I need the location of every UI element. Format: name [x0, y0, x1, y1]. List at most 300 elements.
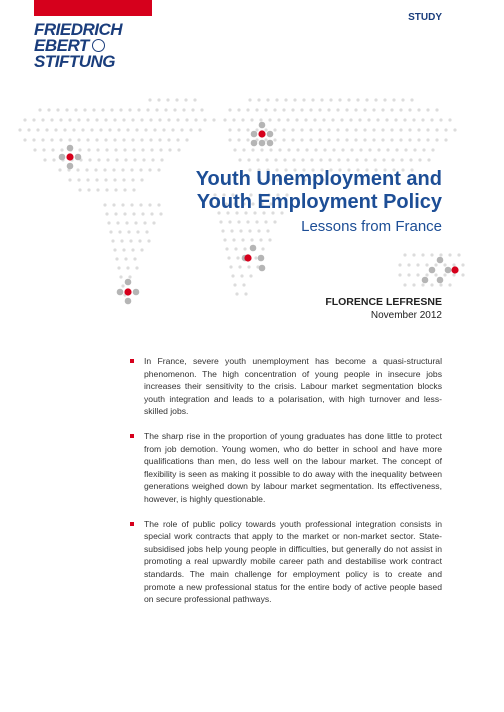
map-dot — [399, 138, 402, 141]
logo-line-2: EBERT — [34, 38, 152, 54]
map-dot — [452, 273, 455, 276]
map-highlight-dot — [267, 140, 274, 147]
map-dot — [246, 128, 249, 131]
map-dot — [152, 221, 155, 224]
map-dot — [268, 238, 271, 241]
map-dot — [124, 257, 127, 260]
map-dot — [227, 256, 230, 259]
map-dot — [372, 128, 375, 131]
map-dot — [237, 108, 240, 111]
map-dot — [435, 128, 438, 131]
map-dot — [336, 138, 339, 141]
map-dot — [448, 118, 451, 121]
map-dot — [273, 138, 276, 141]
map-dot — [390, 108, 393, 111]
map-dot — [372, 108, 375, 111]
map-dot — [359, 148, 362, 151]
map-highlight-dot — [259, 140, 266, 147]
map-dot — [255, 108, 258, 111]
map-dot — [248, 98, 251, 101]
map-dot — [63, 128, 66, 131]
map-dot — [250, 238, 253, 241]
map-accent-dot — [244, 254, 251, 261]
map-dot — [292, 158, 295, 161]
map-dot — [448, 283, 451, 286]
map-dot — [142, 158, 145, 161]
map-dot — [225, 247, 228, 250]
map-highlight-dot — [445, 267, 452, 274]
map-dot — [128, 108, 131, 111]
map-dot — [300, 138, 303, 141]
map-dot — [310, 158, 313, 161]
map-dot — [122, 138, 125, 141]
map-dot — [237, 128, 240, 131]
map-dot — [296, 148, 299, 151]
map-dot — [382, 158, 385, 161]
map-dot — [257, 98, 260, 101]
map-dot — [264, 138, 267, 141]
map-dot — [126, 128, 129, 131]
map-dot — [228, 108, 231, 111]
map-dot — [160, 158, 163, 161]
map-dot — [374, 98, 377, 101]
map-dot — [305, 148, 308, 151]
map-highlight-dot — [258, 255, 265, 262]
map-highlight-dot — [251, 140, 258, 147]
map-dot — [105, 188, 108, 191]
map-dot — [146, 108, 149, 111]
map-dot — [368, 148, 371, 151]
map-dot — [431, 148, 434, 151]
map-dot — [60, 148, 63, 151]
map-dot — [109, 230, 112, 233]
map-dot — [140, 138, 143, 141]
map-dot — [33, 148, 36, 151]
map-dot — [52, 158, 55, 161]
map-dot — [349, 118, 352, 121]
map-dot — [284, 98, 287, 101]
map-accent-dot — [66, 153, 73, 160]
map-dot — [435, 108, 438, 111]
map-dot — [434, 273, 437, 276]
map-dot — [45, 128, 48, 131]
map-dot — [354, 138, 357, 141]
map-dot — [110, 108, 113, 111]
map-dot — [430, 253, 433, 256]
map-dot — [264, 108, 267, 111]
map-dot — [124, 158, 127, 161]
map-dot — [116, 221, 119, 224]
map-dot — [105, 148, 108, 151]
title-line-1: Youth Unemployment and — [195, 168, 442, 190]
map-dot — [125, 221, 128, 224]
map-dot — [228, 138, 231, 141]
map-dot — [127, 230, 130, 233]
map-dot — [159, 212, 162, 215]
map-dot — [291, 108, 294, 111]
map-dot — [72, 128, 75, 131]
map-dot — [203, 118, 206, 121]
subtitle: Lessons from France — [301, 218, 442, 235]
map-dot — [135, 128, 138, 131]
map-dot — [237, 138, 240, 141]
map-dot — [134, 221, 137, 224]
map-dot — [453, 128, 456, 131]
map-dot — [162, 128, 165, 131]
map-dot — [412, 253, 415, 256]
map-dot — [86, 178, 89, 181]
map-dot — [398, 263, 401, 266]
map-dot — [184, 98, 187, 101]
map-dot — [251, 148, 254, 151]
bullet-item: In France, severe youth unemployment has become a quasi-structural phenomenon. The high concentration of young people in insecure jobs increases their sensitivity to the crisis. Labour market segmentation blocks youth integration and leads to a polarisation, with high turnover and less-skilled jobs. — [130, 355, 442, 418]
map-dot — [141, 212, 144, 215]
map-dot — [42, 148, 45, 151]
map-dot — [147, 239, 150, 242]
map-dot — [233, 148, 236, 151]
map-dot — [412, 118, 415, 121]
map-dot — [223, 118, 226, 121]
dot-world-map — [0, 0, 504, 330]
map-dot — [103, 203, 106, 206]
map-dot — [265, 158, 268, 161]
map-dot — [231, 274, 234, 277]
map-dot — [254, 256, 257, 259]
map-dot — [421, 253, 424, 256]
map-dot — [277, 118, 280, 121]
map-dot — [381, 138, 384, 141]
map-dot — [234, 247, 237, 250]
map-dot — [229, 265, 232, 268]
map-dot — [391, 158, 394, 161]
map-dot — [104, 118, 107, 121]
map-dot — [158, 138, 161, 141]
map-dot — [177, 148, 180, 151]
map-dot — [130, 168, 133, 171]
map-dot — [320, 98, 323, 101]
map-dot — [95, 118, 98, 121]
map-dot — [242, 283, 245, 286]
map-accent-dot — [258, 130, 265, 137]
map-dot — [336, 108, 339, 111]
map-dot — [150, 148, 153, 151]
map-dot — [354, 108, 357, 111]
map-dot — [461, 263, 464, 266]
map-dot — [328, 158, 331, 161]
title-block — [196, 168, 442, 235]
map-dot — [291, 128, 294, 131]
map-dot — [407, 263, 410, 266]
map-dot — [398, 273, 401, 276]
map-dot — [327, 128, 330, 131]
map-dot — [439, 253, 442, 256]
map-dot — [399, 128, 402, 131]
map-dot — [32, 118, 35, 121]
map-dot — [381, 128, 384, 131]
map-dot — [54, 128, 57, 131]
map-dot — [291, 138, 294, 141]
map-dot — [131, 248, 134, 251]
map-highlight-dot — [250, 245, 257, 252]
map-dot — [269, 148, 272, 151]
map-dot — [426, 138, 429, 141]
map-dot — [304, 118, 307, 121]
map-dot — [223, 238, 226, 241]
map-dot — [59, 118, 62, 121]
map-dot — [132, 188, 135, 191]
map-dot — [123, 188, 126, 191]
map-dot — [246, 108, 249, 111]
map-dot — [259, 238, 262, 241]
map-dot — [176, 138, 179, 141]
map-dot — [120, 239, 123, 242]
map-dot — [242, 148, 245, 151]
map-dot — [377, 148, 380, 151]
map-dot — [346, 158, 349, 161]
study-label: STUDY — [408, 12, 442, 23]
map-dot — [409, 158, 412, 161]
map-dot — [434, 263, 437, 266]
map-dot — [68, 138, 71, 141]
map-dot — [81, 128, 84, 131]
map-highlight-dot — [125, 298, 132, 305]
map-dot — [318, 138, 321, 141]
map-dot — [68, 118, 71, 121]
map-dot — [112, 203, 115, 206]
map-dot — [132, 212, 135, 215]
map-dot — [141, 148, 144, 151]
map-dot — [250, 118, 253, 121]
map-dot — [274, 158, 277, 161]
map-dot — [103, 168, 106, 171]
map-dot — [363, 128, 366, 131]
map-accent-dot — [451, 266, 458, 273]
map-dot — [345, 108, 348, 111]
logo-line-3: STIFTUNG — [34, 52, 115, 71]
map-dot — [43, 158, 46, 161]
map-dot — [327, 138, 330, 141]
map-dot — [247, 265, 250, 268]
map-dot — [122, 248, 125, 251]
map-dot — [182, 108, 185, 111]
map-dot — [126, 266, 129, 269]
map-dot — [435, 138, 438, 141]
map-dot — [392, 98, 395, 101]
map-dot — [345, 138, 348, 141]
map-dot — [439, 283, 442, 286]
map-dot — [148, 98, 151, 101]
map-dot — [426, 128, 429, 131]
map-dot — [200, 108, 203, 111]
map-dot — [329, 98, 332, 101]
map-dot — [114, 148, 117, 151]
map-dot — [59, 138, 62, 141]
map-dot — [408, 128, 411, 131]
map-dot — [403, 118, 406, 121]
map-dot — [133, 257, 136, 260]
map-dot — [244, 292, 247, 295]
map-dot — [150, 212, 153, 215]
map-dot — [236, 256, 239, 259]
map-dot — [191, 108, 194, 111]
map-dot — [249, 274, 252, 277]
map-dot — [180, 128, 183, 131]
map-dot — [119, 108, 122, 111]
map-dot — [121, 168, 124, 171]
map-dot — [171, 128, 174, 131]
map-accent-dot — [124, 288, 131, 295]
map-dot — [421, 118, 424, 121]
map-dot — [56, 108, 59, 111]
map-dot — [268, 118, 271, 121]
map-dot — [117, 266, 120, 269]
map-dot — [18, 128, 21, 131]
map-dot — [87, 148, 90, 151]
map-highlight-dot — [75, 154, 82, 161]
map-dot — [58, 168, 61, 171]
map-dot — [275, 98, 278, 101]
map-dot — [373, 158, 376, 161]
map-dot — [119, 275, 122, 278]
map-dot — [443, 263, 446, 266]
map-dot — [247, 158, 250, 161]
map-dot — [412, 283, 415, 286]
map-dot — [121, 284, 124, 287]
map-dot — [86, 138, 89, 141]
map-dot — [113, 248, 116, 251]
map-dot — [295, 118, 298, 121]
map-dot — [241, 238, 244, 241]
map-dot — [136, 230, 139, 233]
map-dot — [176, 118, 179, 121]
map-dot — [138, 239, 141, 242]
map-dot — [381, 108, 384, 111]
logo-line-1: FRIEDRICH — [34, 20, 123, 39]
map-dot — [95, 138, 98, 141]
map-dot — [140, 118, 143, 121]
map-dot — [301, 158, 304, 161]
map-dot — [282, 108, 285, 111]
publication-date: November 2012 — [370, 310, 442, 321]
map-dot — [418, 158, 421, 161]
map-dot — [139, 168, 142, 171]
map-dot — [390, 138, 393, 141]
map-dot — [403, 253, 406, 256]
map-dot — [372, 138, 375, 141]
map-dot — [114, 188, 117, 191]
map-dot — [173, 108, 176, 111]
map-dot — [122, 118, 125, 121]
map-dot — [90, 128, 93, 131]
map-dot — [122, 178, 125, 181]
map-dot — [354, 128, 357, 131]
map-dot — [108, 128, 111, 131]
map-dot — [309, 138, 312, 141]
map-dot — [83, 108, 86, 111]
map-dot — [232, 118, 235, 121]
map-dot — [51, 148, 54, 151]
map-dot — [404, 148, 407, 151]
map-dot — [282, 128, 285, 131]
map-dot — [318, 108, 321, 111]
map-dot — [164, 108, 167, 111]
map-dot — [309, 128, 312, 131]
map-dot — [417, 138, 420, 141]
map-highlight-dot — [259, 122, 266, 129]
map-dot — [143, 221, 146, 224]
map-dot — [113, 178, 116, 181]
map-dot — [273, 128, 276, 131]
map-dot — [185, 138, 188, 141]
map-dot — [139, 203, 142, 206]
map-dot — [86, 118, 89, 121]
map-dot — [425, 273, 428, 276]
map-dot — [32, 138, 35, 141]
map-dot — [121, 203, 124, 206]
map-dot — [327, 108, 330, 111]
map-dot — [111, 239, 114, 242]
map-dot — [427, 158, 430, 161]
map-dot — [198, 128, 201, 131]
map-dot — [255, 128, 258, 131]
map-dot — [287, 148, 290, 151]
map-dot — [385, 118, 388, 121]
map-dot — [68, 178, 71, 181]
map-dot — [133, 158, 136, 161]
map-dot — [113, 138, 116, 141]
map-dot — [85, 168, 88, 171]
map-dot — [36, 128, 39, 131]
map-dot — [128, 275, 131, 278]
map-dot — [92, 108, 95, 111]
map-dot — [457, 253, 460, 256]
map-dot — [336, 128, 339, 131]
map-dot — [401, 98, 404, 101]
map-highlight-dot — [59, 154, 66, 161]
map-dot — [238, 158, 241, 161]
map-dot — [157, 203, 160, 206]
map-dot — [131, 118, 134, 121]
map-dot — [151, 158, 154, 161]
map-dot — [240, 274, 243, 277]
author-block — [325, 296, 442, 321]
map-dot — [331, 118, 334, 121]
map-dot — [286, 118, 289, 121]
map-dot — [96, 188, 99, 191]
map-dot — [135, 266, 138, 269]
map-dot — [408, 108, 411, 111]
map-dot — [47, 108, 50, 111]
map-dot — [363, 138, 366, 141]
map-dot — [364, 158, 367, 161]
map-dot — [129, 239, 132, 242]
map-dot — [132, 148, 135, 151]
map-dot — [311, 98, 314, 101]
map-dot — [273, 108, 276, 111]
map-dot — [403, 283, 406, 286]
map-dot — [193, 98, 196, 101]
map-dot — [363, 108, 366, 111]
map-dot — [322, 118, 325, 121]
map-dot — [341, 148, 344, 151]
map-dot — [101, 108, 104, 111]
map-dot — [332, 148, 335, 151]
map-dot — [300, 108, 303, 111]
map-dot — [278, 148, 281, 151]
map-dot — [41, 118, 44, 121]
map-dot — [167, 138, 170, 141]
map-dot — [417, 108, 420, 111]
